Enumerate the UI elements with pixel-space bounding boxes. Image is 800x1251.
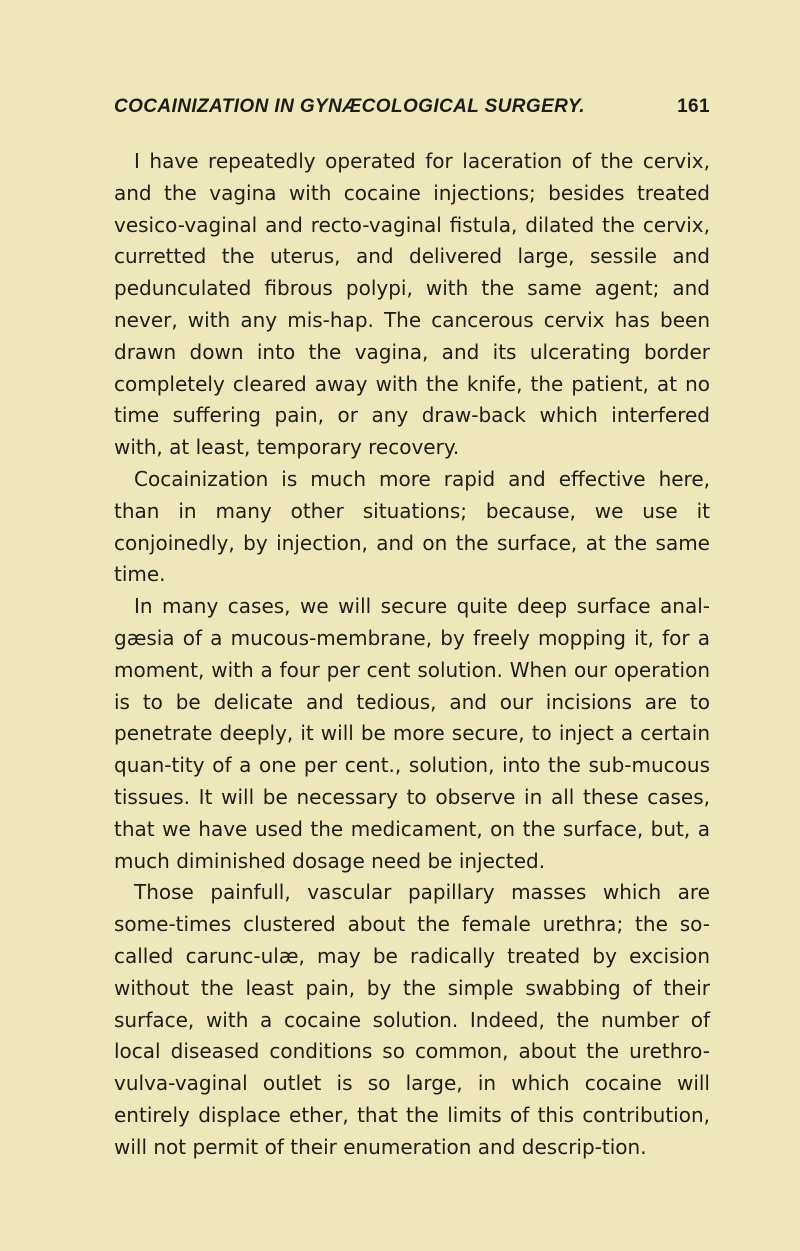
paragraph: I have repeatedly operated for laceration of the cervix, and the vagina with cocaine injections; besides treated vesico-vaginal and recto-vaginal fistula, dilated the cervix, curretted the uterus, and delivered large, sessile and pedunculated fibrous polypi, with the same agent; and never, with any mis-hap. The cancerous cervix has been drawn down into the vagina, and its ulcerating border completely cleared away with the knife, the patient, at no time suffering pain, or any draw-back which interfered with, at least, temporary recovery. bbox=[114, 149, 710, 460]
paragraph: In many cases, we will secure quite deep surface anal-gæsia of a mucous-membrane, by freely mopping it, for a moment, with a four per cent solution. When our operation is to be delicate and tedious, and our incisions are to penetrate deeply, it will be more secure, to inject a certain quan-tity of a one per cent., solution, into the sub-mucous tissues. It will be necessary to observe in all these cases, that we have used the medicament, on the surface, but, a much diminished dosage need be injected. bbox=[114, 594, 710, 873]
paragraph: Cocainization is much more rapid and effective here, than in many other situations; because, we use it conjoinedly, by injection, and on the surface, at the same time. bbox=[114, 466, 710, 587]
running-head-title: COCAINIZATION IN GYNÆCOLOGICAL SURGERY. bbox=[114, 96, 585, 117]
running-head bbox=[114, 96, 710, 122]
paragraph: Those painfull, vascular papillary masses which are some-times clustered about the female urethra; the so-called carunc-ulæ, may be radically treated by excision without the least pain, by the simple swabbing of their surface, with a cocaine solution. Indeed, the number of local diseased conditions so common, about the urethro-vulva-vaginal outlet is so large, in which cocaine will entirely displace ether, that the limits of this contribution, will not permit of their enumeration and descrip-tion. bbox=[114, 880, 710, 1159]
page-number: 161 bbox=[677, 96, 710, 117]
body-text bbox=[114, 146, 710, 1164]
